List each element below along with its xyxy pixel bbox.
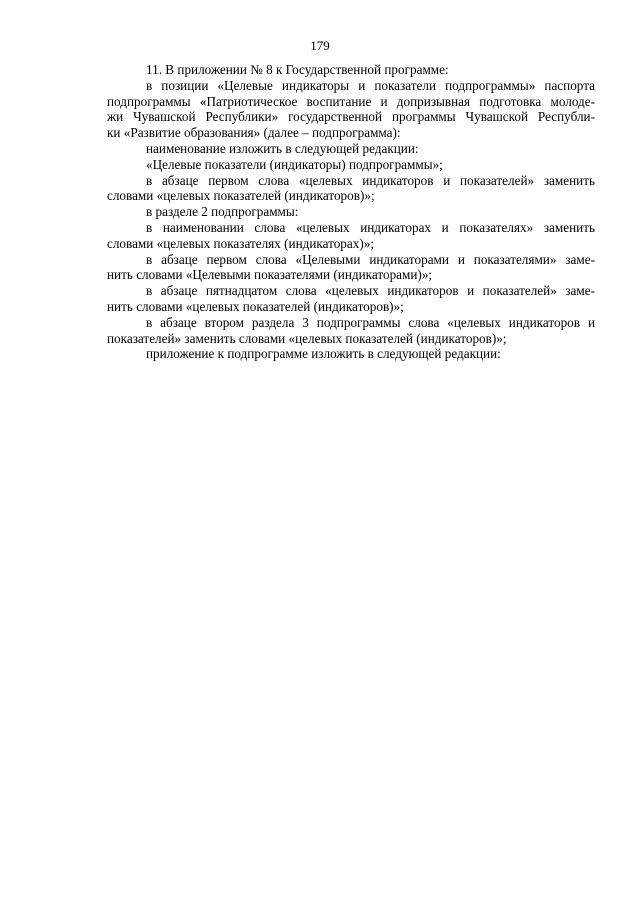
document-body	[107, 62, 595, 362]
text-line: нить словами «Целевыми показателями (индикаторами)»;	[107, 267, 433, 283]
text-line: в абзаце первом слова «Целевыми индикаторами и показателями» заме-	[146, 251, 595, 267]
text-line: 11. В приложении № 8 к Государственной программе:	[146, 62, 449, 77]
page-number: 179	[310, 38, 330, 53]
text-line: в абзаце пятнадцатом слова «целевых индикаторов и показателей» заме-	[146, 283, 595, 299]
text-line: в позиции «Целевые индикаторы и показатели подпрограммы» паспорта	[146, 77, 595, 93]
text-line: ки «Развитие образования» (далее – подпрограмма):	[107, 125, 401, 141]
text-line: жи Чувашской Республики» государственной программы Чувашской Республи-	[107, 109, 595, 125]
text-line: в абзаце втором раздела 3 подпрограммы слова «целевых индикаторов и	[146, 314, 595, 330]
text-line: показателей» заменить словами «целевых показателей (индикаторов)»;	[107, 330, 507, 346]
text-line: наименование изложить в следующей редакции:	[146, 140, 419, 156]
text-line: словами «целевых показателей (индикаторов)»;	[107, 188, 375, 204]
text-line: «Целевые показатели (индикаторы) подпрограммы»;	[146, 156, 443, 172]
text-line: нить словами «целевых показателей (индикаторов)»;	[107, 298, 404, 314]
text-line: подпрограммы «Патриотическое воспитание и допризывная подготовка молоде-	[107, 93, 595, 109]
text-line: в наименовании слова «целевых индикаторах и показателях» заменить	[146, 219, 595, 235]
text-line: в абзаце первом слова «целевых индикаторов и показателей» заменить	[146, 172, 595, 188]
text-line: в разделе 2 подпрограммы:	[146, 204, 299, 220]
text-line: словами «целевых показателях (индикаторах)»;	[107, 235, 375, 251]
text-line: приложение к подпрограмме изложить в следующей редакции:	[146, 346, 501, 362]
